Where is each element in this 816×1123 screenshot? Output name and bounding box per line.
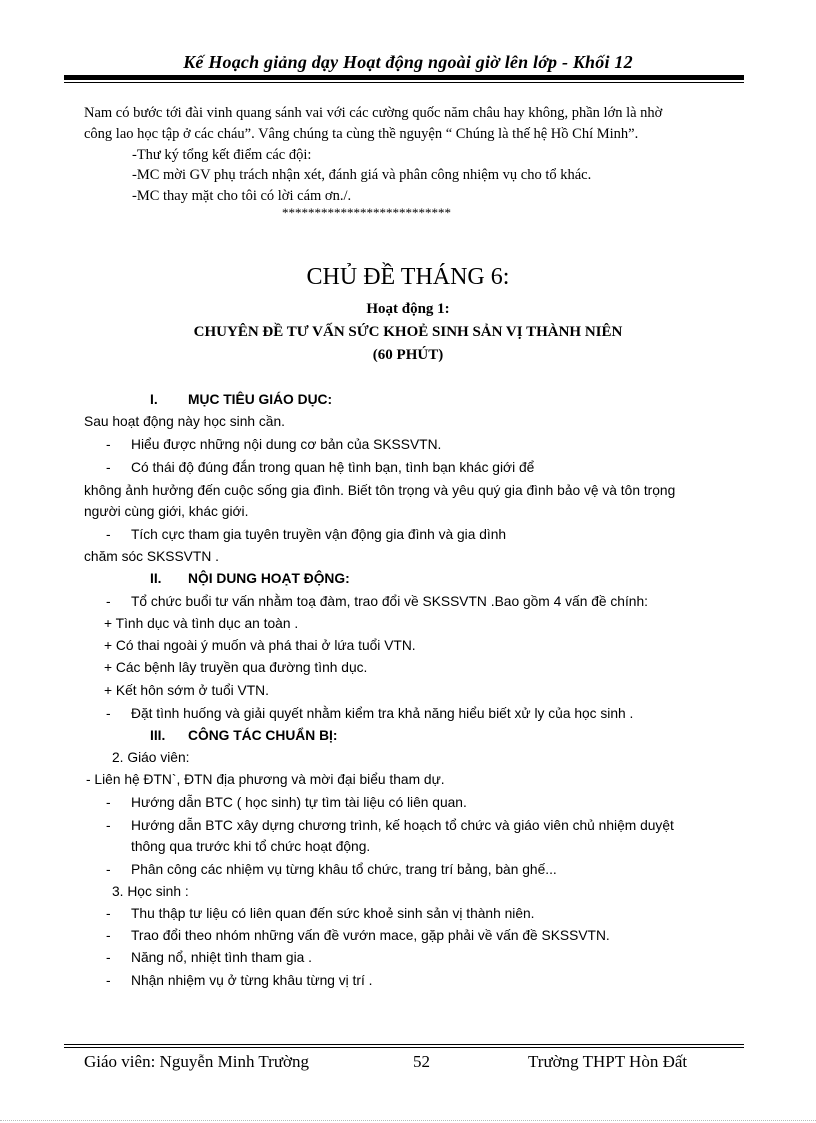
activity-subject: CHUYÊN ĐỀ TƯ VẤN SỨC KHOẺ SINH SẢN VỊ THÀNH NIÊN bbox=[193, 324, 623, 340]
intro-line: -MC thay mặt cho tôi có lời cám ơn./. bbox=[132, 188, 352, 204]
list-item-continuation: người cùng giới, khác giới. bbox=[84, 504, 249, 519]
list-item: Hướng dẫn BTC xây dựng chương trình, kế hoạch tổ chức và giáo viên chủ nhiệm duyệt bbox=[131, 818, 674, 833]
section-number: I. bbox=[150, 392, 158, 407]
bullet-dash: - bbox=[106, 795, 111, 810]
footer-rule bbox=[64, 1044, 744, 1045]
bullet-dash: - bbox=[106, 706, 111, 721]
intro-line: công lao học tập ở các cháu”. Vâng chúng ta cùng thề nguyện “ Chúng là thế hệ Hồ Chí Minh”. bbox=[84, 126, 639, 142]
subsection-title: 2. Giáo viên: bbox=[112, 750, 190, 765]
intro-line: -MC mời GV phụ trách nhận xét, đánh giá và phân công nhiệm vụ cho tổ khác. bbox=[132, 167, 592, 183]
footer-school: Trường THPT Hòn Đất bbox=[528, 1052, 688, 1071]
list-item: Thu thập tư liệu có liên quan đến sức khoẻ sinh sản vị thành niên. bbox=[131, 906, 535, 921]
bullet-dash: - bbox=[106, 862, 111, 877]
separator-stars: ************************** bbox=[282, 205, 451, 220]
bullet-dash: - bbox=[106, 928, 111, 943]
bullet-dash: - bbox=[106, 527, 111, 542]
bullet-dash: - bbox=[106, 460, 111, 475]
section-number: III. bbox=[150, 728, 166, 743]
bullet-dash: - bbox=[106, 818, 111, 833]
list-item: Năng nổ, nhiệt tình tham gia . bbox=[131, 950, 313, 965]
section-number: II. bbox=[150, 571, 162, 586]
header-title: Kế Hoạch giảng dạy Hoạt động ngoài giờ lên lớp - Khối 12 bbox=[183, 52, 633, 72]
activity-label: Hoạt động 1: bbox=[366, 301, 450, 317]
intro-line: -Thư ký tổng kết điểm các đội: bbox=[132, 147, 312, 163]
list-item: Có thái độ đúng đắn trong quan hệ tình bạn, tình bạn khác giới để bbox=[131, 460, 535, 475]
list-item: Hiểu được những nội dung cơ bản của SKSSVTN. bbox=[131, 437, 442, 452]
list-item: Tổ chức buổi tư vấn nhằm toạ đàm, trao đổi về SKSSVTN .Bao gồm 4 vấn đề chính: bbox=[131, 594, 648, 609]
sub-item: + Kết hôn sớm ở tuổi VTN. bbox=[104, 683, 269, 698]
page-number: 52 bbox=[413, 1052, 430, 1071]
header-rule-thick bbox=[64, 75, 744, 80]
intro-line: Nam có bước tới đài vinh quang sánh vai với các cường quốc năm châu hay không, phần lớn là nhờ bbox=[84, 105, 663, 121]
header-rule-thin bbox=[64, 82, 744, 83]
bullet-dash: - bbox=[106, 594, 111, 609]
sub-item: + Các bệnh lây truyền qua đường tình dục. bbox=[104, 660, 368, 675]
subsection-title: 3. Học sinh : bbox=[112, 884, 189, 899]
footer-teacher: Giáo viên: Nguyễn Minh Trường bbox=[84, 1052, 310, 1071]
chapter-title: CHỦ ĐỀ THÁNG 6: bbox=[306, 264, 510, 290]
bullet-dash: - bbox=[106, 973, 111, 988]
page-edge-dotted bbox=[0, 1120, 816, 1121]
footer-rule bbox=[64, 1047, 744, 1048]
list-item: Hướng dẫn BTC ( học sinh) tự tìm tài liệu có liên quan. bbox=[131, 795, 467, 810]
bullet-dash: - bbox=[106, 906, 111, 921]
list-item: - Liên hệ ĐTN`, ĐTN địa phương và mời đại biểu tham dự. bbox=[86, 772, 445, 787]
sub-item: + Có thai ngoài ý muốn và phá thai ở lứa tuổi VTN. bbox=[104, 638, 416, 653]
list-item: Phân công các nhiệm vụ từng khâu tổ chức, trang trí bảng, bàn ghế... bbox=[131, 862, 557, 877]
bullet-dash: - bbox=[106, 950, 111, 965]
list-item-continuation: thông qua trước khi tổ chức hoạt động. bbox=[131, 839, 371, 854]
section-title: MỤC TIÊU GIÁO DỤC: bbox=[188, 392, 333, 407]
list-item: Đặt tình huống và giải quyết nhằm kiểm tra khả năng hiểu biết xử ly của học sinh . bbox=[131, 706, 634, 721]
list-item: Trao đổi theo nhóm những vấn đề vướn mace, gặp phải về vấn đề SKSSVTN. bbox=[131, 928, 610, 943]
section-intro: Sau hoạt động này học sinh cần. bbox=[84, 414, 285, 429]
bullet-dash: - bbox=[106, 437, 111, 452]
list-item-continuation: chăm sóc SKSSVTN . bbox=[84, 549, 219, 564]
list-item-continuation: không ảnh hưởng đến cuộc sống gia đình. Biết tôn trọng và yêu quý gia đình bảo vệ và tôn trọng bbox=[84, 483, 676, 498]
list-item: Tích cực tham gia tuyên truyền vận động gia đình và gia dình bbox=[131, 527, 507, 542]
section-title: CÔNG TÁC CHUẨN BỊ: bbox=[188, 728, 338, 743]
list-item: Nhận nhiệm vụ ở từng khâu từng vị trí . bbox=[131, 973, 373, 988]
sub-item: + Tình dục và tình dục an toàn . bbox=[104, 616, 299, 631]
activity-duration: (60 PHÚT) bbox=[372, 347, 444, 363]
section-title: NỘI DUNG HOẠT ĐỘNG: bbox=[188, 571, 350, 586]
